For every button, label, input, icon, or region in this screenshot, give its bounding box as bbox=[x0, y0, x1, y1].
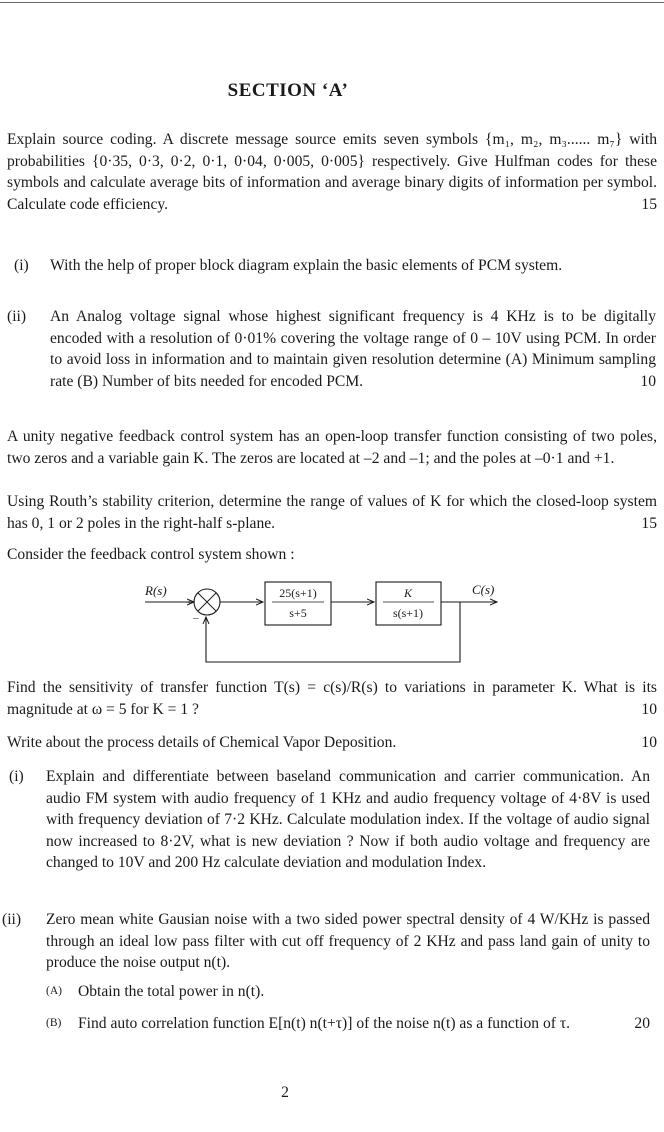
output-label: C(s) bbox=[472, 582, 495, 597]
question-4-marks: 10 bbox=[641, 700, 657, 718]
question-3-text-2: Using Routh’s stability criterion, determine the range of values of K for which the closed-loop system has 0, 1 or 2 poles in the right-half s-plane. bbox=[7, 493, 657, 532]
question-3-text-1: A unity negative feedback control system has an open-loop transfer function consisting of two poles, two zeros and a variable gain K. The zeros are located at –2 and –1; and the poles at –0·1 and +1. bbox=[7, 428, 657, 467]
block-2-numerator: K bbox=[403, 586, 413, 600]
question-3-marks: 15 bbox=[641, 514, 657, 532]
question-2-ii bbox=[50, 306, 656, 392]
block-2-denominator: s(s+1) bbox=[392, 606, 424, 620]
top-rule bbox=[0, 2, 664, 3]
input-label: R(s) bbox=[145, 583, 167, 598]
question-1-marks: 15 bbox=[641, 195, 657, 213]
feedback-block-diagram bbox=[0, 570, 664, 670]
question-2-i-text: With the help of proper block diagram explain the basic elements of PCM system. bbox=[50, 257, 563, 274]
question-3-part-2 bbox=[7, 491, 657, 534]
question-2-ii-text: An Analog voltage signal whose highest significant frequency is 4 KHz is to be digitally encoded with a resolution of 0·01% covering the voltage range of 0 – 10V using PCM. In order to avoid loss in information and to maintain given resolution determine (A) Minimum sampling rate (B) Number of bits needed for encoded PCM. bbox=[50, 308, 656, 390]
question-5-text: Write about the process details of Chemical Vapor Deposition. bbox=[7, 734, 397, 751]
page-number: 2 bbox=[281, 1084, 289, 1101]
question-5 bbox=[7, 732, 657, 754]
question-6-b bbox=[78, 1013, 650, 1035]
question-4-intro: Consider the feedback control system shown : bbox=[7, 546, 295, 563]
section-title: SECTION ‘A’ bbox=[227, 80, 349, 101]
question-5-marks: 10 bbox=[641, 734, 657, 751]
question-2-i-label: (i) bbox=[14, 257, 29, 274]
question-6-b-text: Find auto correlation function E[n(t) n(t+τ)] of the noise n(t) as a function of τ. bbox=[78, 1015, 571, 1032]
question-6-i-text: Explain and differentiate between baseland communication and carrier communication. An audio FM system with audio frequency of 1 KHz and audio frequency voltage of 4·8V is used with frequency deviation of 7·2 KHz. Calculate modulation index. If the voltage of audio signal now increased to 8·2V, what is new deviation ? Now if both audio voltage and frequency are changed to 10V and 200 Hz calculate deviation and modulation Index. bbox=[46, 768, 650, 871]
minus-sign: – bbox=[193, 612, 199, 624]
question-1 bbox=[7, 129, 657, 215]
question-6-marks: 20 bbox=[634, 1015, 650, 1032]
question-6-a-label: (A) bbox=[46, 985, 62, 997]
block-1-denominator: s+5 bbox=[289, 606, 307, 620]
question-6-ii-label: (ii) bbox=[2, 911, 22, 928]
block-1-numerator: 25(s+1) bbox=[279, 586, 317, 600]
question-6-a-text: Obtain the total power in n(t). bbox=[78, 983, 265, 1000]
question-1-text: Explain source coding. A discrete message source emits seven symbols {m₁, m₂, m₃...... m₇} with probabilities {0·35, 0·3, 0·2, 0·1, 0·04, 0·005, 0·005} respectively. Give Hulfman codes for these symbols and calculate average bits of information and average binary digits of information per symbol. Calculate code efficiency. bbox=[7, 131, 657, 213]
question-6-b-label: (B) bbox=[46, 1017, 62, 1029]
question-4 bbox=[7, 677, 657, 720]
question-4-text: Find the sensitivity of transfer function T(s) = c(s)/R(s) to variations in parameter K. What is its magnitude at ω = 5 for K = 1 ? bbox=[7, 679, 657, 718]
question-6-ii-text: Zero mean white Gausian noise with a two sided power spectral density of 4 W/KHz is passed through an ideal low pass filter with cut off frequency of 2 KHz and pass land gain of unity to produce the noise output n(t). bbox=[46, 911, 650, 971]
plus-sign: + bbox=[186, 597, 193, 609]
question-2-ii-label: (ii) bbox=[7, 308, 27, 325]
question-6-i-label: (i) bbox=[9, 768, 24, 785]
question-2-marks: 10 bbox=[640, 372, 656, 390]
